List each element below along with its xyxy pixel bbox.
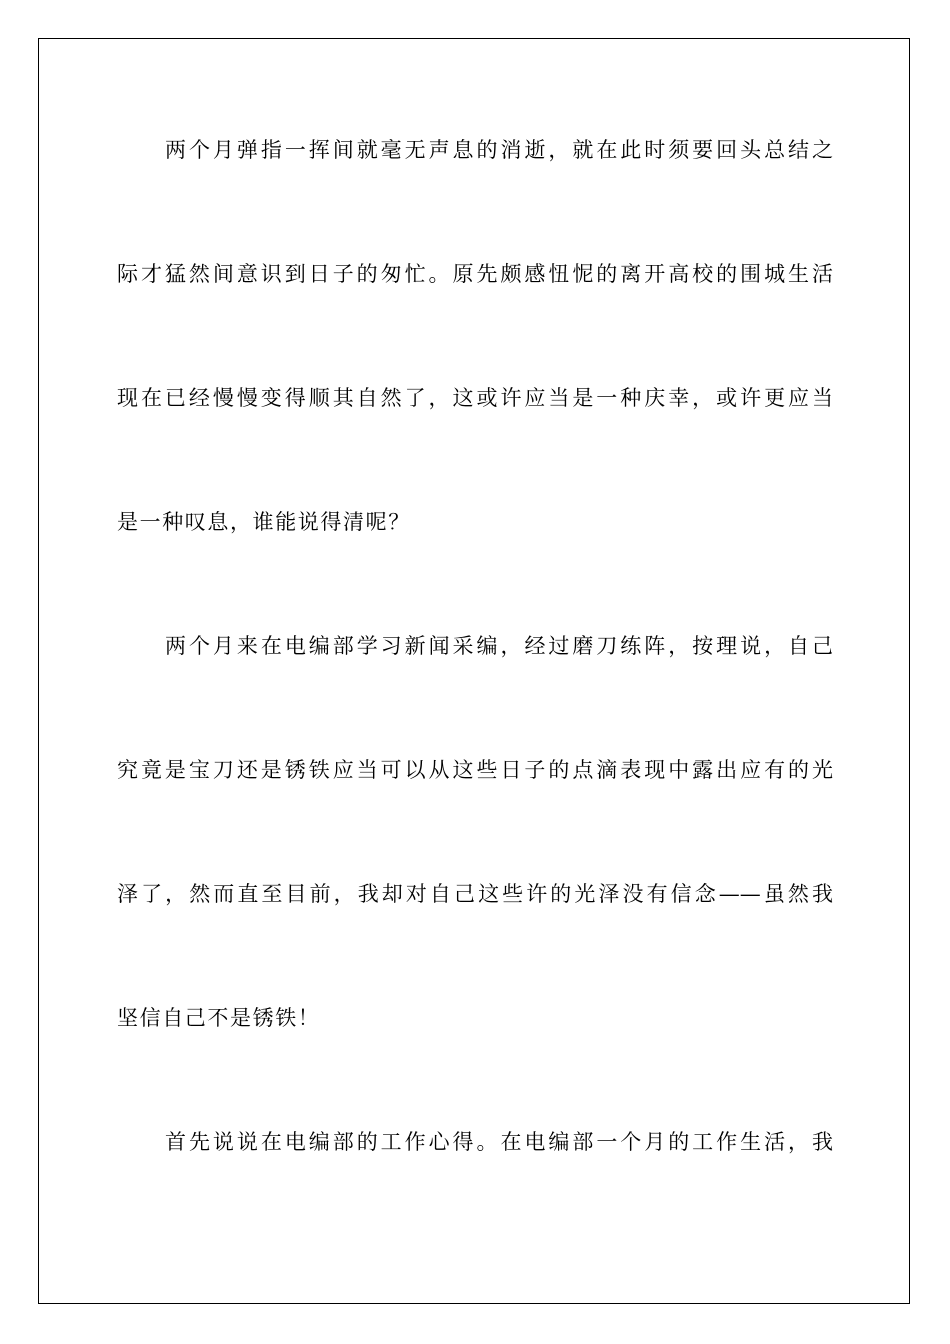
paragraph-1-line-1: 两个月弹指一挥间就毫无声息的消逝，就在此时须要回头总结之 bbox=[165, 138, 833, 162]
paragraph-2-line-2: 究竟是宝刀还是锈铁应当可以从这些日子的点滴表现中露出应有的光 bbox=[117, 758, 833, 782]
paragraph-1-line-4: 是一种叹息，谁能说得清呢？ bbox=[117, 510, 411, 534]
paragraph-3-line-1: 首先说说在电编部的工作心得。在电编部一个月的工作生活，我 bbox=[165, 1130, 833, 1154]
paragraph-2-line-4: 坚信自己不是锈铁！ bbox=[117, 1006, 321, 1030]
paragraph-2-line-1: 两个月来在电编部学习新闻采编，经过磨刀练阵，按理说，自己 bbox=[165, 634, 833, 658]
paragraph-2-line-3: 泽了，然而直至目前，我却对自己这些许的光泽没有信念——虽然我 bbox=[117, 882, 833, 906]
paragraph-1-line-3: 现在已经慢慢变得顺其自然了，这或许应当是一种庆幸，或许更应当 bbox=[117, 386, 833, 410]
paragraph-1-line-2: 际才猛然间意识到日子的匆忙。原先颇感忸怩的离开高校的围城生活 bbox=[117, 262, 833, 286]
page-border bbox=[38, 38, 910, 1304]
